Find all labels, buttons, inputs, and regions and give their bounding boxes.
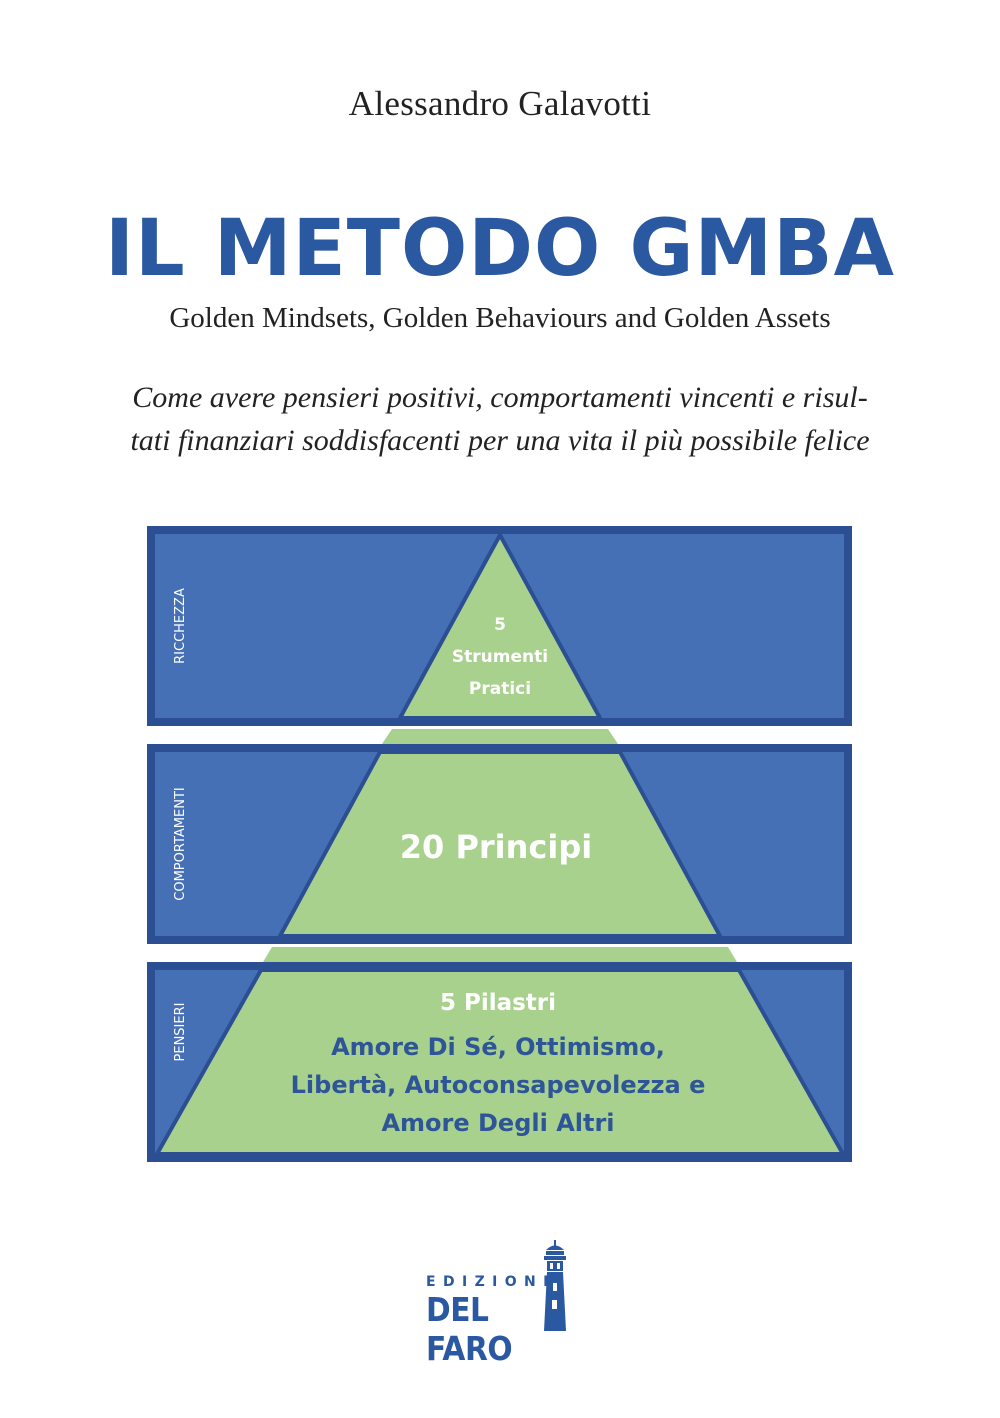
top-label-2: Pratici [468,679,532,699]
top-label-1: Strumenti [451,647,549,667]
book-title: IL METODO GMBA [105,204,895,294]
bottom-line-3: Amore Degli Altri [381,1109,615,1137]
band-label-ricchezza: RICCHEZZA [173,588,188,664]
band-label-comportamenti: COMPORTAMENTI [173,787,188,901]
bottom-heading: 5 Pilastri [439,990,557,1016]
top-count: 5 [494,615,506,635]
tagline-line-2: tati finanziari soddisfacenti per una vita il più possibile felice [130,424,870,457]
book-subtitle: Golden Mindsets, Golden Behaviours and Golden Assets [169,302,831,334]
middle-label: 20 Principi [399,828,593,866]
pyramid-gap-top [382,729,618,744]
publisher-logo [410,1238,590,1368]
band-label-pensieri: PENSIERI [173,1002,188,1062]
bottom-line-2: Libertà, Autoconsapevolezza e [290,1071,706,1099]
tagline-line-1: Come avere pensieri positivi, comportamenti vincenti e risul- [132,381,868,414]
pyramid-gap-bottom [263,947,737,962]
publisher-line-2: DEL FARO [426,1290,513,1368]
bottom-line-1: Amore Di Sé, Ottimismo, [331,1033,665,1061]
publisher-line-1: EDIZIONI [426,1274,556,1290]
author-name: Alessandro Galavotti [348,84,652,123]
